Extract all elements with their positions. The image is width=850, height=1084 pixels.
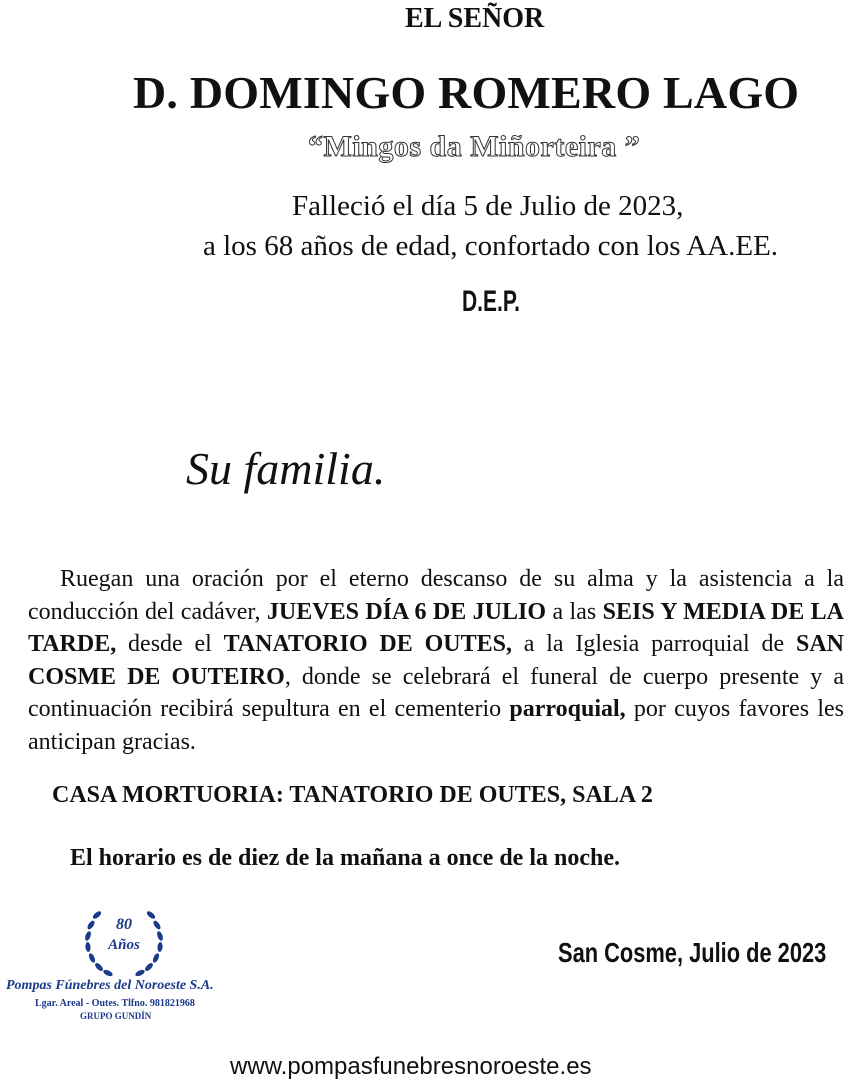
text-segment: Ruegan una oración por el eterno descanso de su alma y la asistencia a la conducción del cadáver, — [28, 566, 844, 625]
funeral-announcement-body — [28, 563, 844, 758]
dep-label: D.E.P. — [462, 285, 520, 318]
place-date: San Cosme, Julio de 2023 — [558, 937, 827, 968]
logo-address: Lgar. Areal - Outes. Tlfno. 981821968 — [35, 998, 195, 1009]
logo-group: GRUPO GUNDÍN — [80, 1011, 152, 1021]
text-segment: a las — [546, 598, 603, 625]
text-segment: a la Iglesia parroquial de — [511, 631, 796, 657]
funeral-time: SEIS Y MEDIA DE LA TARDE, — [28, 598, 845, 657]
deceased-name: D. DOMINGO ROMERO LAGO — [133, 67, 800, 118]
cemetery-type: parroquial, — [509, 696, 626, 722]
funeral-date: JUEVES DÍA 6 DE JULIO — [266, 598, 547, 625]
announcement-paragraph — [28, 563, 844, 758]
logo-years: Años — [108, 937, 140, 953]
text-segment: desde el — [116, 631, 224, 657]
text-segment: por cuyos favores les anticipan gracias. — [28, 696, 844, 755]
church-name: SAN COSME DE OUTEIRO — [28, 631, 844, 690]
casa-mortuoria: CASA MORTUORIA: TANATORIO DE OUTES, SALA 2 — [52, 782, 653, 808]
logo-number: 80 — [116, 916, 132, 933]
death-date-line: Falleció el día 5 de Julio de 2023, — [292, 190, 684, 222]
age-line: a los 68 años de edad, confortado con los AA.EE. — [203, 230, 779, 262]
visiting-hours: El horario es de diez de la mañana a once de la noche. — [70, 845, 620, 871]
departure-place: TANATORIO DE OUTES, — [223, 631, 512, 657]
logo-company-name: Pompas Fúnebres del Noroeste S.A. — [6, 978, 214, 993]
text-segment: , donde se celebrará el funeral de cuerpo presente y a continuación recibirá sepultura en el cementerio — [28, 663, 844, 722]
family-signature: Su familia. — [186, 443, 386, 494]
nickname: “Mingos da Miñorteira ” — [308, 130, 641, 163]
website-url: www.pompasfunebresnoroeste.es — [230, 1053, 592, 1080]
heading-el-senor: EL SEÑOR — [405, 3, 545, 34]
